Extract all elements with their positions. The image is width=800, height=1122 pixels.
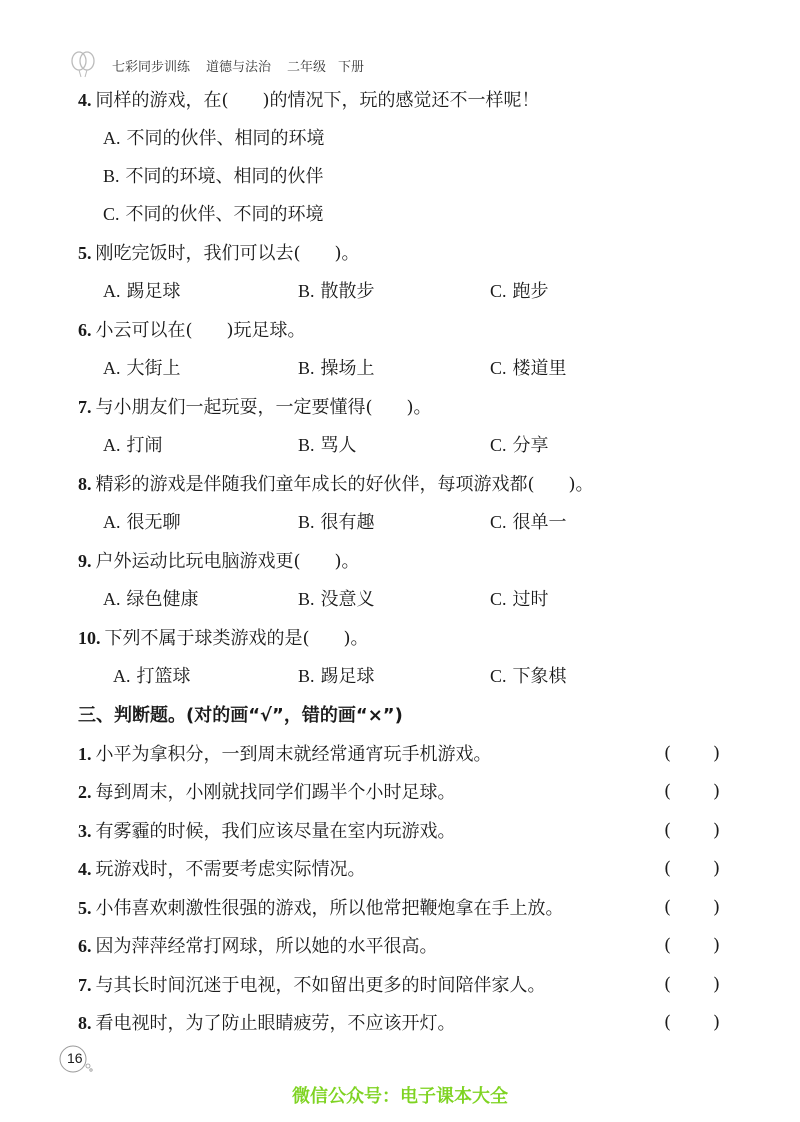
option-text: 下象棋: [512, 666, 567, 687]
question-5: [78, 240, 360, 267]
option-letter: B.: [298, 435, 315, 455]
option-text: 很有趣: [320, 512, 375, 533]
page-header: [70, 50, 380, 80]
option-letter: C.: [103, 204, 120, 224]
option-b: [103, 163, 324, 190]
question-text: 小平为拿积分，一到周末就经常通宵玩手机游戏。: [95, 744, 492, 765]
option-text: 没意义: [320, 589, 375, 610]
option-letter: A.: [103, 358, 121, 378]
answer-paren-open: (: [664, 897, 672, 918]
answer-paren-close: ): [713, 858, 721, 879]
question-7: [78, 394, 432, 421]
header-volume: 下册: [338, 59, 365, 75]
option-letter: C.: [490, 589, 507, 609]
judge-item-3: [78, 818, 456, 845]
judge-item-8: [78, 1010, 456, 1037]
option-letter: A.: [113, 666, 131, 686]
option-letter: B.: [103, 166, 120, 186]
question-number: 5.: [78, 243, 92, 263]
option-letter: B.: [298, 666, 315, 686]
option-text: 踢足球: [126, 281, 181, 302]
header-series: 七彩同步训练: [112, 59, 191, 75]
option-text: 过时: [512, 589, 549, 610]
question-text: )。: [568, 474, 594, 495]
section-heading: 三、判断题。(对的画“√”，错的画“×”): [78, 705, 403, 726]
option-c: [490, 663, 567, 690]
question-number: 3.: [78, 821, 92, 841]
question-text: 每到周末，小刚就找同学们踢半个小时足球。: [95, 782, 456, 803]
question-text: 有雾霾的时候，我们应该尽量在室内玩游戏。: [95, 821, 456, 842]
option-a: [103, 125, 325, 152]
answer-paren-close: ): [713, 1012, 721, 1033]
option-c: [490, 509, 567, 536]
answer-paren-open: (: [664, 1012, 672, 1033]
answer-paren-close: ): [713, 781, 721, 802]
judge-item-6: [78, 933, 438, 960]
option-text: 打闹: [126, 435, 163, 456]
question-number: 2.: [78, 782, 92, 802]
page-number-text: 16: [67, 1050, 83, 1066]
answer-paren-close: ): [713, 743, 721, 764]
question-text: 与其长时间沉迷于电视，不如留出更多的时间陪伴家人。: [95, 975, 546, 996]
question-6: [78, 317, 306, 344]
question-8: [78, 471, 594, 498]
question-number: 10.: [78, 628, 101, 648]
judge-item-7: [78, 972, 546, 999]
option-text: 骂人: [320, 435, 357, 456]
question-4: [78, 87, 540, 114]
question-text: 刚吃完饭时，我们可以去(: [95, 243, 301, 264]
option-text: 散散步: [320, 281, 375, 302]
judge-item-1: [78, 741, 492, 768]
judge-item-4: [78, 856, 366, 883]
option-b: [298, 432, 357, 459]
option-c: [490, 355, 567, 382]
question-text: )。: [406, 397, 432, 418]
option-a: [103, 355, 181, 382]
option-c: [103, 201, 324, 228]
question-number: 5.: [78, 898, 92, 918]
question-number: 1.: [78, 744, 92, 764]
option-text: 分享: [512, 435, 549, 456]
question-number: 4.: [78, 859, 92, 879]
answer-paren-open: (: [664, 858, 672, 879]
option-letter: C.: [490, 512, 507, 532]
option-c: [490, 278, 549, 305]
option-a: [113, 663, 191, 690]
answer-paren-close: ): [713, 935, 721, 956]
page-number: [62, 1044, 92, 1074]
option-text: 不同的环境、相同的伙伴: [125, 166, 324, 187]
option-letter: A.: [103, 435, 121, 455]
question-number: 7.: [78, 397, 92, 417]
option-text: 不同的伙伴、不同的环境: [125, 204, 324, 225]
option-letter: A.: [103, 512, 121, 532]
question-text: 户外运动比玩电脑游戏更(: [95, 551, 301, 572]
question-text: )。: [334, 243, 360, 264]
option-b: [298, 509, 375, 536]
footer-watermark: 微信公众号：电子课本大全: [292, 1086, 508, 1107]
header-subject: 道德与法治: [206, 59, 272, 75]
option-text: 大街上: [126, 358, 181, 379]
option-text: 很单一: [512, 512, 567, 533]
answer-paren-open: (: [664, 974, 672, 995]
option-b: [298, 663, 375, 690]
question-number: 4.: [78, 90, 92, 110]
option-a: [103, 509, 181, 536]
option-letter: C.: [490, 666, 507, 686]
option-letter: B.: [298, 512, 315, 532]
question-number: 8.: [78, 474, 92, 494]
option-letter: C.: [490, 435, 507, 455]
option-letter: A.: [103, 128, 121, 148]
option-text: 绿色健康: [126, 589, 199, 610]
option-letter: C.: [490, 281, 507, 301]
question-number: 6.: [78, 320, 92, 340]
answer-paren-open: (: [664, 820, 672, 841]
question-text: )的情况下，玩的感觉还不一样呢！: [262, 90, 540, 111]
option-text: 操场上: [320, 358, 375, 379]
answer-paren-open: (: [664, 781, 672, 802]
question-number: 7.: [78, 975, 92, 995]
question-number: 6.: [78, 936, 92, 956]
question-10: [78, 625, 369, 652]
option-text: 跑步: [512, 281, 549, 302]
option-a: [103, 432, 163, 459]
question-text: )玩足球。: [226, 320, 306, 341]
option-text: 很无聊: [126, 512, 181, 533]
question-text: )。: [343, 628, 369, 649]
option-a: [103, 278, 181, 305]
question-number: 8.: [78, 1013, 92, 1033]
judge-item-2: [78, 779, 456, 806]
question-text: 下列不属于球类游戏的是(: [104, 628, 310, 649]
option-text: 打篮球: [136, 666, 191, 687]
option-a: [103, 586, 199, 613]
question-text: 因为萍萍经常打网球，所以她的水平很高。: [95, 936, 438, 957]
question-number: 9.: [78, 551, 92, 571]
option-letter: B.: [298, 281, 315, 301]
option-letter: A.: [103, 589, 121, 609]
question-text: )。: [334, 551, 360, 572]
option-letter: B.: [298, 589, 315, 609]
question-text: 精彩的游戏是伴随我们童年成长的好伙伴，每项游戏都(: [95, 474, 535, 495]
option-letter: A.: [103, 281, 121, 301]
answer-paren-close: ): [713, 820, 721, 841]
header-grade: 二年级: [287, 59, 327, 75]
answer-paren-open: (: [664, 743, 672, 764]
option-c: [490, 432, 549, 459]
judge-item-5: [78, 895, 564, 922]
option-letter: B.: [298, 358, 315, 378]
question-text: 与小朋友们一起玩耍，一定要懂得(: [95, 397, 373, 418]
question-9: [78, 548, 360, 575]
answer-paren-close: ): [713, 897, 721, 918]
question-text: 小伟喜欢刺激性很强的游戏，所以他常把鞭炮拿在手上放。: [95, 898, 564, 919]
question-text: 小云可以在(: [95, 320, 193, 341]
question-text: 看电视时，为了防止眼睛疲劳，不应该开灯。: [95, 1013, 456, 1034]
option-text: 楼道里: [512, 358, 567, 379]
option-b: [298, 355, 375, 382]
option-b: [298, 586, 375, 613]
answer-paren-open: (: [664, 935, 672, 956]
option-b: [298, 278, 375, 305]
question-text: 玩游戏时，不需要考虑实际情况。: [95, 859, 366, 880]
answer-paren-close: ): [713, 974, 721, 995]
option-text: 踢足球: [320, 666, 375, 687]
balloon-logo-icon: [70, 50, 96, 80]
option-letter: C.: [490, 358, 507, 378]
question-text: 同样的游戏，在(: [95, 90, 229, 111]
option-c: [490, 586, 549, 613]
option-text: 不同的伙伴、相同的环境: [126, 128, 325, 149]
